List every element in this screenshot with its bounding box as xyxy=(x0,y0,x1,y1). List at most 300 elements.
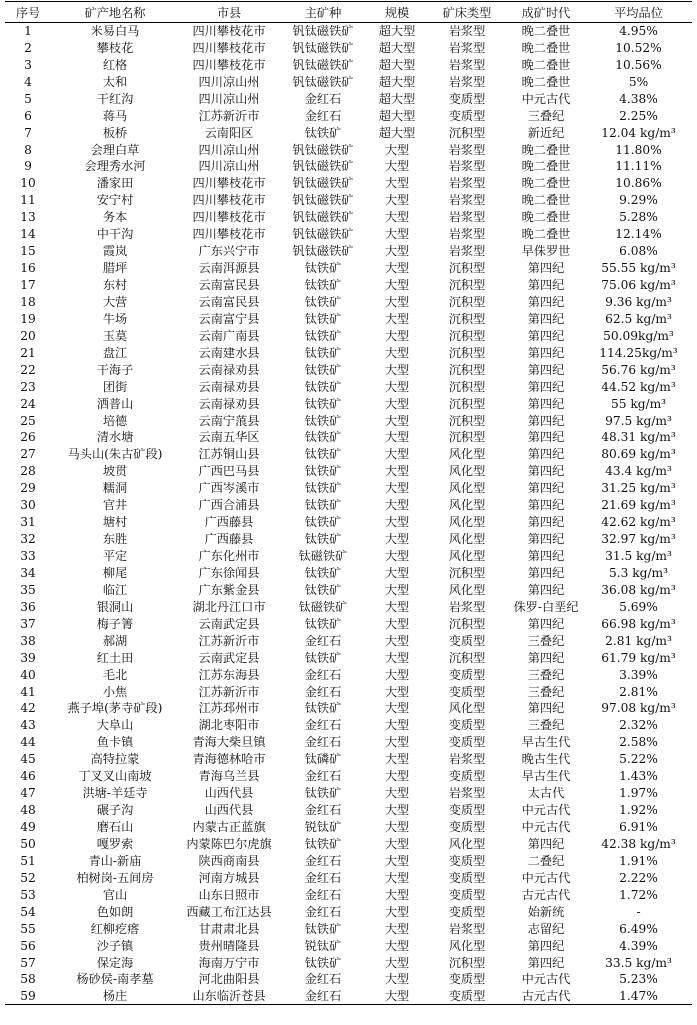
cell-scale: 大型 xyxy=(384,820,410,835)
cell-metallogenic-epoch: 三叠纪 xyxy=(527,718,565,733)
cell-deposit-type: 岩浆型 xyxy=(448,24,486,39)
cell-deposit-type: 岩浆型 xyxy=(448,244,486,259)
cell-metallogenic-epoch: 第四纪 xyxy=(527,278,565,293)
cell-deposit-type: 岩浆型 xyxy=(448,159,486,174)
cell-average-grade: - xyxy=(636,904,641,919)
cell-deposit-type: 岩浆型 xyxy=(448,193,486,208)
table-row xyxy=(5,124,692,141)
cell-deposit-name: 红柳疙瘩 xyxy=(90,921,140,936)
cell-average-grade: 48.31 kg/m³ xyxy=(601,430,676,445)
cell-serial-number: 24 xyxy=(20,396,36,411)
cell-metallogenic-epoch: 第四纪 xyxy=(527,481,565,496)
cell-city-county: 四川攀枝花市 xyxy=(192,193,266,208)
cell-deposit-type: 风化型 xyxy=(448,447,486,462)
cell-deposit-type: 沉积型 xyxy=(448,125,486,140)
cell-deposit-name: 坡贯 xyxy=(102,464,128,479)
cell-deposit-type: 沉积型 xyxy=(448,565,486,580)
cell-metallogenic-epoch: 中元古代 xyxy=(521,91,571,106)
cell-average-grade: 50.09kg/m³ xyxy=(603,328,674,343)
cell-average-grade: 4.39% xyxy=(619,938,658,953)
cell-serial-number: 56 xyxy=(20,938,36,953)
table-row xyxy=(5,903,692,920)
cell-deposit-type: 岩浆型 xyxy=(448,227,486,242)
cell-metallogenic-epoch: 第四纪 xyxy=(527,701,565,716)
cell-serial-number: 5 xyxy=(24,91,32,106)
cell-serial-number: 55 xyxy=(20,921,36,936)
table-row xyxy=(5,869,692,886)
table-row xyxy=(5,717,692,734)
cell-deposit-name: 大营 xyxy=(102,294,128,309)
cell-city-county: 江苏东海县 xyxy=(198,667,260,682)
cell-main-mineral: 钒钛磁铁矿 xyxy=(292,40,354,55)
cell-average-grade: 1.43% xyxy=(619,769,658,784)
cell-average-grade: 1.97% xyxy=(619,786,658,801)
cell-serial-number: 31 xyxy=(20,515,36,530)
cell-serial-number: 46 xyxy=(20,769,36,784)
table-row xyxy=(5,480,692,497)
cell-city-county: 内蒙陈巴尔虎旗 xyxy=(186,836,272,851)
table-row xyxy=(5,243,692,260)
cell-main-mineral: 钛铁矿 xyxy=(304,125,342,140)
cell-main-mineral: 钒钛磁铁矿 xyxy=(292,57,354,72)
cell-deposit-type: 沉积型 xyxy=(448,379,486,394)
cell-metallogenic-epoch: 太古代 xyxy=(527,786,565,801)
cell-city-county: 青海乌兰县 xyxy=(198,769,260,784)
cell-deposit-name: 会理白草 xyxy=(90,142,140,157)
table-row xyxy=(5,310,692,327)
cell-main-mineral: 锐钛矿 xyxy=(304,820,342,835)
cell-main-mineral: 钛铁矿 xyxy=(304,345,342,360)
cell-average-grade: 9.36 kg/m³ xyxy=(605,294,672,309)
cell-city-county: 广西巴马县 xyxy=(198,464,260,479)
cell-deposit-name: 梅子箐 xyxy=(96,616,134,631)
cell-city-county: 西藏工布江达县 xyxy=(186,904,272,919)
cell-scale: 大型 xyxy=(384,853,410,868)
table-row xyxy=(5,785,692,802)
cell-metallogenic-epoch: 第四纪 xyxy=(527,938,565,953)
cell-deposit-type: 变质型 xyxy=(448,684,486,699)
cell-average-grade: 4.95% xyxy=(619,24,658,39)
cell-deposit-name: 东胜 xyxy=(102,532,128,547)
cell-deposit-name: 临江 xyxy=(102,582,128,597)
cell-main-mineral: 金红石 xyxy=(304,853,342,868)
cell-deposit-type: 变质型 xyxy=(448,108,486,123)
cell-average-grade: 42.62 kg/m³ xyxy=(601,515,676,530)
cell-metallogenic-epoch: 晚二叠世 xyxy=(521,227,571,242)
cell-deposit-type: 沉积型 xyxy=(448,396,486,411)
cell-deposit-name: 腊坪 xyxy=(102,261,128,276)
cell-serial-number: 44 xyxy=(20,735,36,750)
cell-average-grade: 97.5 kg/m³ xyxy=(605,413,672,428)
cell-scale: 大型 xyxy=(384,735,410,750)
cell-deposit-type: 风化型 xyxy=(448,582,486,597)
cell-metallogenic-epoch: 中元古代 xyxy=(521,870,571,885)
cell-metallogenic-epoch: 晚二叠世 xyxy=(521,24,571,39)
cell-metallogenic-epoch: 新近纪 xyxy=(527,125,565,140)
cell-main-mineral: 钛铁矿 xyxy=(304,430,342,445)
cell-metallogenic-epoch: 第四纪 xyxy=(527,261,565,276)
cell-city-county: 四川凉山州 xyxy=(198,74,260,89)
cell-deposit-type: 岩浆型 xyxy=(448,752,486,767)
cell-city-county: 河南方城县 xyxy=(198,870,260,885)
cell-average-grade: 9.29% xyxy=(619,193,658,208)
cell-average-grade: 12.14% xyxy=(615,227,662,242)
table-header-row xyxy=(5,2,692,23)
cell-deposit-name: 红格 xyxy=(102,57,128,72)
cell-deposit-name: 蒋马 xyxy=(102,108,128,123)
cell-metallogenic-epoch: 古元古代 xyxy=(507,988,585,1005)
cell-metallogenic-epoch: 第四纪 xyxy=(527,362,565,377)
cell-main-mineral: 钒钛磁铁矿 xyxy=(292,142,354,157)
cell-scale: 大型 xyxy=(384,599,410,614)
cell-deposit-name: 小焦 xyxy=(102,684,128,699)
cell-scale: 大型 xyxy=(384,701,410,716)
cell-deposit-type: 风化型 xyxy=(448,549,486,564)
cell-main-mineral: 钛铁矿 xyxy=(304,532,342,547)
cell-city-county: 云南富民县 xyxy=(198,278,260,293)
cell-scale: 大型 xyxy=(384,176,410,191)
cell-deposit-type: 岩浆型 xyxy=(448,40,486,55)
cell-metallogenic-epoch: 第四纪 xyxy=(527,413,565,428)
header-deposit-type: 矿床类型 xyxy=(427,2,507,23)
cell-deposit-type: 沉积型 xyxy=(448,278,486,293)
cell-main-mineral: 钒钛磁铁矿 xyxy=(292,244,354,259)
cell-main-mineral: 钛铁矿 xyxy=(304,786,342,801)
cell-city-county: 河北曲阳县 xyxy=(198,972,260,987)
cell-deposit-type: 沉积型 xyxy=(448,955,486,970)
cell-scale: 大型 xyxy=(384,345,410,360)
cell-city-county: 江苏铜山县 xyxy=(198,447,260,462)
cell-metallogenic-epoch: 早侏罗世 xyxy=(521,244,571,259)
cell-metallogenic-epoch: 第四纪 xyxy=(527,549,565,564)
cell-serial-number: 22 xyxy=(20,362,36,377)
cell-average-grade: 1.72% xyxy=(619,887,658,902)
cell-city-county: 云南宁蒗县 xyxy=(198,413,260,428)
cell-average-grade: 1.91% xyxy=(619,853,658,868)
table-row xyxy=(5,73,692,90)
cell-scale: 大型 xyxy=(384,328,410,343)
cell-main-mineral: 钛铁矿 xyxy=(304,836,342,851)
header-serial-number: 序号 xyxy=(5,2,51,23)
cell-scale: 大型 xyxy=(384,464,410,479)
cell-deposit-type: 岩浆型 xyxy=(448,176,486,191)
cell-deposit-name: 塘村 xyxy=(102,515,128,530)
table-row xyxy=(5,768,692,785)
cell-average-grade: 21.69 kg/m³ xyxy=(601,498,676,513)
cell-main-mineral: 金红石 xyxy=(304,667,342,682)
cell-main-mineral: 金红石 xyxy=(279,988,367,1005)
cell-serial-number: 18 xyxy=(20,294,36,309)
cell-metallogenic-epoch: 晚二叠世 xyxy=(521,176,571,191)
cell-city-county: 四川攀枝花市 xyxy=(192,57,266,72)
cell-scale: 大型 xyxy=(384,803,410,818)
cell-city-county: 江苏新沂市 xyxy=(198,633,260,648)
cell-city-county: 云南五华区 xyxy=(198,430,260,445)
cell-deposit-type: 沉积型 xyxy=(448,362,486,377)
cell-metallogenic-epoch: 侏罗-白垩纪 xyxy=(513,599,579,614)
cell-serial-number: 41 xyxy=(20,684,36,699)
cell-deposit-name: 杨砂侯-南孝墓 xyxy=(76,972,154,987)
table-row xyxy=(5,39,692,56)
cell-scale: 超大型 xyxy=(378,125,416,140)
cell-average-grade: 75.06 kg/m³ xyxy=(601,278,676,293)
cell-scale: 大型 xyxy=(384,718,410,733)
cell-main-mineral: 金红石 xyxy=(304,684,342,699)
cell-serial-number: 4 xyxy=(24,74,32,89)
cell-main-mineral: 金红石 xyxy=(304,108,342,123)
cell-average-grade: 5% xyxy=(628,74,649,89)
cell-deposit-name: 磨石山 xyxy=(96,820,134,835)
cell-main-mineral: 金红石 xyxy=(304,718,342,733)
header-main-mineral: 主矿种 xyxy=(279,2,367,23)
cell-deposit-type: 风化型 xyxy=(448,701,486,716)
cell-deposit-name: 柏树岗-五间房 xyxy=(76,870,154,885)
cell-city-county: 海南万宁市 xyxy=(198,955,260,970)
cell-serial-number: 2 xyxy=(24,40,32,55)
cell-deposit-type: 变质型 xyxy=(448,904,486,919)
cell-deposit-name: 银洞山 xyxy=(96,599,134,614)
cell-serial-number: 40 xyxy=(20,667,36,682)
table-row xyxy=(5,463,692,480)
cell-average-grade: 5.22% xyxy=(619,752,658,767)
cell-deposit-type: 沉积型 xyxy=(448,616,486,631)
cell-deposit-name: 杨庄 xyxy=(51,988,179,1005)
cell-scale: 大型 xyxy=(384,633,410,648)
cell-scale: 大型 xyxy=(384,667,410,682)
cell-deposit-name: 玉莫 xyxy=(102,328,128,343)
cell-serial-number: 21 xyxy=(20,345,36,360)
cell-city-county: 云南武定县 xyxy=(198,616,260,631)
cell-deposit-type: 变质型 xyxy=(448,769,486,784)
cell-main-mineral: 金红石 xyxy=(304,904,342,919)
table-row xyxy=(5,937,692,954)
cell-scale: 大型 xyxy=(384,684,410,699)
cell-scale: 超大型 xyxy=(378,57,416,72)
cell-city-county: 广西合浦县 xyxy=(198,498,260,513)
cell-average-grade: 97.08 kg/m³ xyxy=(601,701,676,716)
cell-main-mineral: 钛铁矿 xyxy=(304,701,342,716)
cell-average-grade: 114.25kg/m³ xyxy=(599,345,678,360)
table-row xyxy=(5,327,692,344)
cell-city-county: 山西代县 xyxy=(204,786,254,801)
cell-city-county: 四川攀枝花市 xyxy=(192,227,266,242)
cell-main-mineral: 金红石 xyxy=(304,972,342,987)
table-row xyxy=(5,598,692,615)
cell-metallogenic-epoch: 第四纪 xyxy=(527,955,565,970)
cell-metallogenic-epoch: 早古生代 xyxy=(521,735,571,750)
cell-scale: 大型 xyxy=(384,870,410,885)
cell-serial-number: 26 xyxy=(20,430,36,445)
cell-scale: 大型 xyxy=(384,650,410,665)
cell-average-grade: 12.04 kg/m³ xyxy=(601,125,676,140)
cell-deposit-type: 风化型 xyxy=(448,498,486,513)
cell-deposit-name: 攀枝花 xyxy=(96,40,134,55)
table-row xyxy=(5,700,692,717)
cell-deposit-name: 平定 xyxy=(102,549,128,564)
cell-deposit-name: 马头山(朱古矿段) xyxy=(67,447,163,462)
table-body xyxy=(5,23,692,1005)
cell-scale: 大型 xyxy=(384,786,410,801)
cell-serial-number: 25 xyxy=(20,413,36,428)
cell-scale: 大型 xyxy=(384,210,410,225)
table-row xyxy=(5,531,692,548)
cell-city-county: 江苏新沂市 xyxy=(198,108,260,123)
cell-deposit-name: 中干沟 xyxy=(96,227,134,242)
cell-city-county: 广西藤县 xyxy=(204,515,254,530)
table-row xyxy=(5,683,692,700)
cell-city-county: 四川攀枝花市 xyxy=(192,210,266,225)
cell-average-grade: 2.58% xyxy=(619,735,658,750)
cell-deposit-type: 变质型 xyxy=(448,853,486,868)
cell-deposit-name: 干红沟 xyxy=(96,91,134,106)
cell-main-mineral: 钛铁矿 xyxy=(304,261,342,276)
cell-average-grade: 62.5 kg/m³ xyxy=(605,311,672,326)
cell-city-county: 云南建水县 xyxy=(198,345,260,360)
cell-scale: 大型 xyxy=(384,565,410,580)
cell-metallogenic-epoch: 三叠纪 xyxy=(527,108,565,123)
cell-serial-number: 28 xyxy=(20,464,36,479)
cell-main-mineral: 钛铁矿 xyxy=(304,565,342,580)
cell-serial-number: 42 xyxy=(20,701,36,716)
cell-metallogenic-epoch: 第四纪 xyxy=(527,565,565,580)
cell-deposit-type: 岩浆型 xyxy=(448,74,486,89)
cell-main-mineral: 钛铁矿 xyxy=(304,515,342,530)
cell-metallogenic-epoch: 晚二叠世 xyxy=(521,159,571,174)
table-row xyxy=(5,226,692,243)
cell-average-grade: 3.39% xyxy=(619,667,658,682)
cell-city-county: 江苏新沂市 xyxy=(198,684,260,699)
cell-serial-number: 34 xyxy=(20,565,36,580)
cell-average-grade: 5.69% xyxy=(619,599,658,614)
table-row xyxy=(5,548,692,565)
cell-main-mineral: 金红石 xyxy=(304,735,342,750)
cell-main-mineral: 钛铁矿 xyxy=(304,311,342,326)
cell-scale: 大型 xyxy=(384,752,410,767)
cell-city-county: 山东临沂苍县 xyxy=(179,988,279,1005)
cell-city-county: 江苏邳州市 xyxy=(198,701,260,716)
cell-serial-number: 29 xyxy=(20,481,36,496)
cell-serial-number: 52 xyxy=(20,870,36,885)
cell-main-mineral: 钛铁矿 xyxy=(304,396,342,411)
cell-deposit-name: 板桥 xyxy=(102,125,128,140)
cell-serial-number: 45 xyxy=(20,752,36,767)
cell-deposit-type: 变质型 xyxy=(448,718,486,733)
cell-serial-number: 48 xyxy=(20,803,36,818)
cell-deposit-name: 大阜山 xyxy=(96,718,134,733)
cell-main-mineral: 钛铁矿 xyxy=(304,921,342,936)
cell-serial-number: 32 xyxy=(20,532,36,547)
cell-serial-number: 1 xyxy=(24,24,32,39)
cell-main-mineral: 金红石 xyxy=(304,633,342,648)
table-row xyxy=(5,378,692,395)
cell-scale: 大型 xyxy=(384,294,410,309)
cell-average-grade: 10.56% xyxy=(615,57,662,72)
cell-average-grade: 5.3 kg/m³ xyxy=(609,565,668,580)
cell-deposit-name: 洪塘-羊廷寺 xyxy=(82,786,148,801)
cell-city-county: 四川凉山州 xyxy=(198,91,260,106)
cell-deposit-type: 沉积型 xyxy=(448,413,486,428)
cell-average-grade: 32.97 kg/m³ xyxy=(601,532,676,547)
cell-scale: 超大型 xyxy=(378,74,416,89)
cell-city-county: 云南富民县 xyxy=(198,294,260,309)
table-row xyxy=(5,277,692,294)
cell-metallogenic-epoch: 第四纪 xyxy=(527,515,565,530)
cell-average-grade: 61.79 kg/m³ xyxy=(601,650,676,665)
cell-deposit-type: 岩浆型 xyxy=(448,786,486,801)
cell-main-mineral: 钒钛磁铁矿 xyxy=(292,176,354,191)
cell-deposit-type: 变质型 xyxy=(448,667,486,682)
cell-deposit-type: 风化型 xyxy=(448,938,486,953)
cell-deposit-name: 米易白马 xyxy=(90,24,140,39)
cell-scale: 大型 xyxy=(384,532,410,547)
cell-metallogenic-epoch: 第四纪 xyxy=(527,311,565,326)
cell-metallogenic-epoch: 古元古代 xyxy=(521,887,571,902)
cell-deposit-type: 沉积型 xyxy=(448,261,486,276)
cell-scale: 大型 xyxy=(384,836,410,851)
cell-deposit-name: 务本 xyxy=(102,210,128,225)
cell-city-county: 云南富宁县 xyxy=(198,311,260,326)
cell-deposit-type: 变质型 xyxy=(448,803,486,818)
mineral-deposit-table xyxy=(5,1,692,1005)
cell-deposit-name: 嘎罗索 xyxy=(96,836,134,851)
cell-metallogenic-epoch: 三叠纪 xyxy=(527,667,565,682)
cell-deposit-type: 岩浆型 xyxy=(448,57,486,72)
table-row xyxy=(5,988,692,1005)
cell-deposit-name: 保定海 xyxy=(96,955,134,970)
cell-scale: 大型 xyxy=(384,549,410,564)
cell-serial-number: 6 xyxy=(24,108,32,123)
cell-main-mineral: 钒钛磁铁矿 xyxy=(292,227,354,242)
cell-scale: 大型 xyxy=(384,430,410,445)
cell-scale: 大型 xyxy=(367,988,427,1005)
cell-metallogenic-epoch: 第四纪 xyxy=(527,464,565,479)
cell-average-grade: 4.38% xyxy=(619,91,658,106)
cell-deposit-name: 霞岚 xyxy=(102,244,128,259)
cell-serial-number: 11 xyxy=(20,193,36,208)
cell-metallogenic-epoch: 晚二叠世 xyxy=(521,74,571,89)
cell-main-mineral: 钒钛磁铁矿 xyxy=(292,74,354,89)
cell-serial-number: 16 xyxy=(20,261,36,276)
table-row xyxy=(5,649,692,666)
cell-city-county: 四川凉山州 xyxy=(198,142,260,157)
cell-deposit-name: 柳尾 xyxy=(102,565,128,580)
cell-main-mineral: 钒钛磁铁矿 xyxy=(292,159,354,174)
cell-deposit-name: 牛场 xyxy=(102,311,128,326)
cell-scale: 大型 xyxy=(384,887,410,902)
cell-average-grade: 80.69 kg/m³ xyxy=(601,447,676,462)
cell-metallogenic-epoch: 第四纪 xyxy=(527,836,565,851)
cell-city-county: 湖北丹江口市 xyxy=(192,599,266,614)
cell-metallogenic-epoch: 第四纪 xyxy=(527,430,565,445)
cell-average-grade: 31.25 kg/m³ xyxy=(601,481,676,496)
table-row xyxy=(5,886,692,903)
cell-scale: 大型 xyxy=(384,142,410,157)
cell-average-grade: 11.11% xyxy=(615,159,662,174)
cell-scale: 大型 xyxy=(384,515,410,530)
cell-deposit-name: 丁叉叉山南坡 xyxy=(78,769,152,784)
cell-scale: 大型 xyxy=(384,278,410,293)
table-row xyxy=(5,175,692,192)
cell-deposit-type: 岩浆型 xyxy=(448,599,486,614)
cell-average-grade: 6.49% xyxy=(619,921,658,936)
cell-deposit-type: 风化型 xyxy=(448,515,486,530)
cell-scale: 超大型 xyxy=(378,40,416,55)
cell-scale: 超大型 xyxy=(378,24,416,39)
cell-main-mineral: 金红石 xyxy=(304,870,342,885)
cell-city-county: 四川凉山州 xyxy=(198,159,260,174)
cell-deposit-name: 安宁村 xyxy=(96,193,134,208)
table-row xyxy=(5,361,692,378)
